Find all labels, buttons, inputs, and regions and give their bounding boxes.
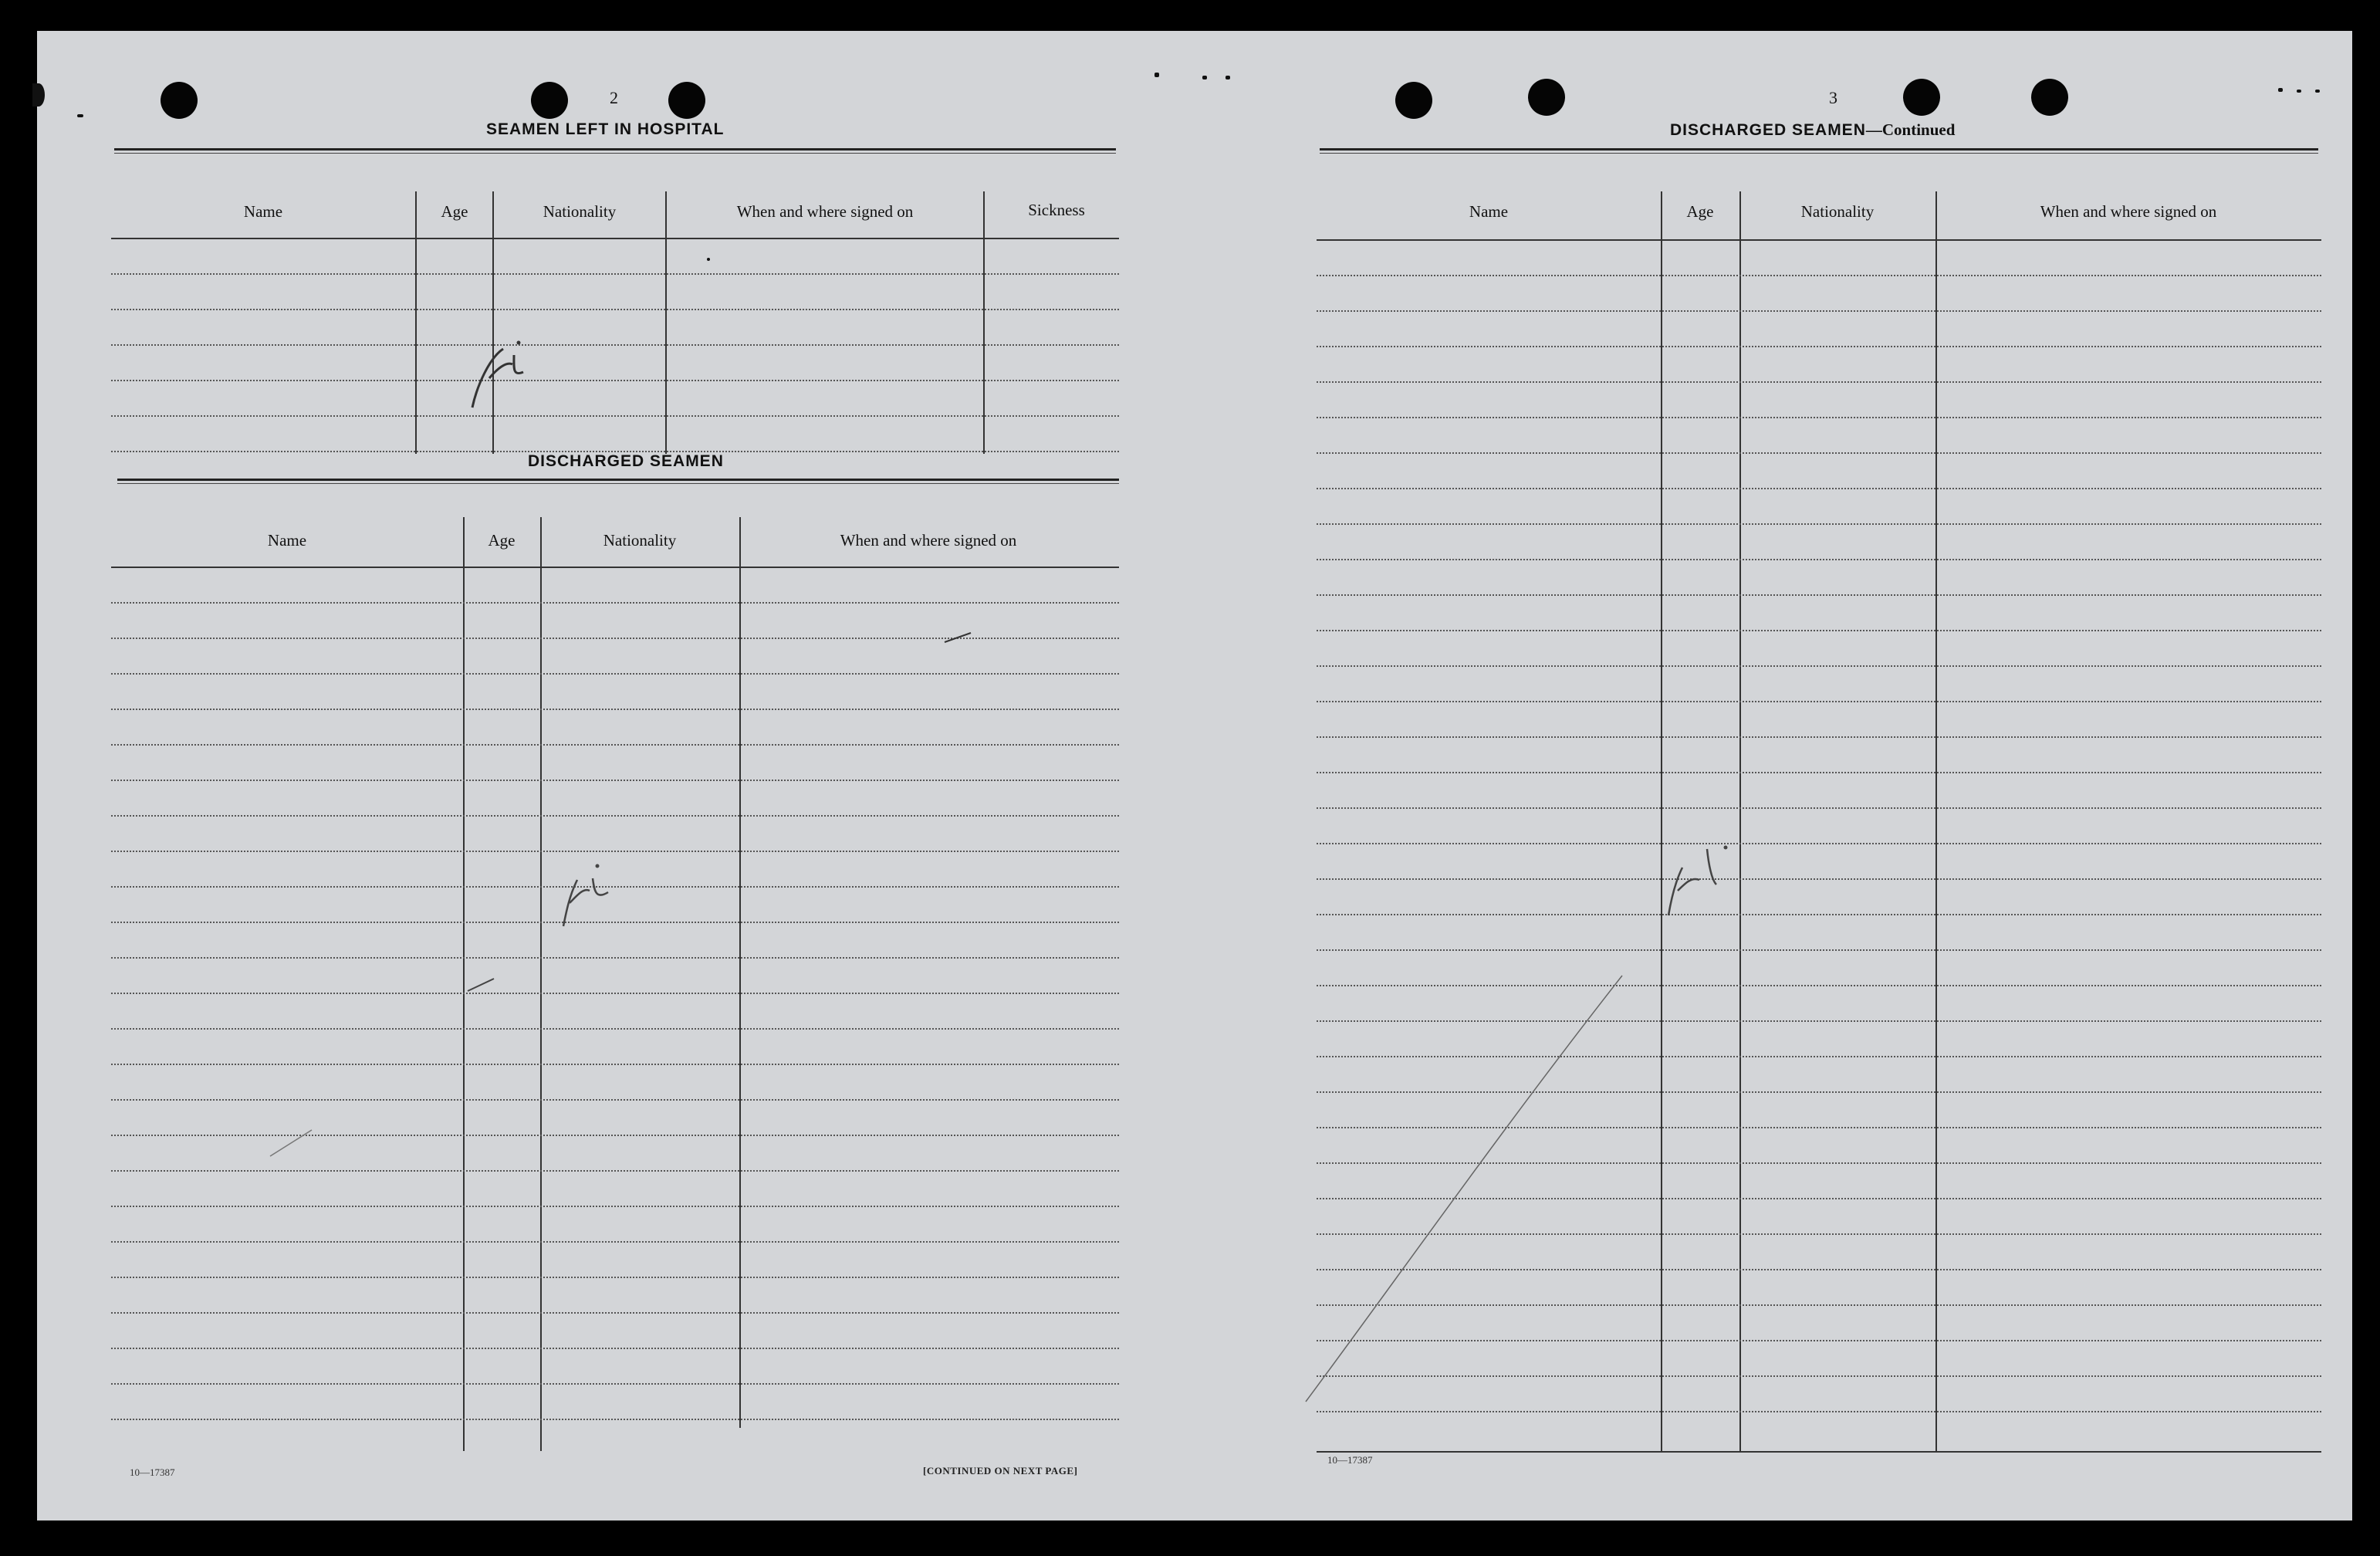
discharged-section-title: DISCHARGED SEAMEN [528, 452, 724, 470]
column-header-name: Name [1469, 202, 1509, 221]
row-rule [1317, 807, 2321, 809]
speck [707, 258, 710, 261]
column-header-age: Age [441, 202, 468, 221]
hospital-section-title: SEAMEN LEFT IN HOSPITAL [486, 120, 725, 138]
column-header-nationality: Nationality [603, 531, 677, 550]
speck [1202, 76, 1207, 79]
title-suffix: —Continued [1865, 120, 1956, 139]
row-rule [1317, 878, 2321, 880]
title-main: DISCHARGED SEAMEN [1670, 121, 1866, 139]
row-rule [1317, 559, 2321, 560]
row-rule [1317, 736, 2321, 738]
row-rule [111, 380, 1119, 381]
column-header-signed-on: When and where signed on [840, 531, 1017, 550]
header-rule [111, 238, 1119, 239]
column-header-name: Name [243, 202, 283, 221]
handwritten-nil-mark [1658, 810, 1750, 918]
row-rule [111, 1206, 1119, 1207]
row-rule [1317, 1411, 2321, 1412]
column-divider [1935, 191, 1937, 1451]
row-rule [111, 815, 1119, 817]
bottom-rule [1317, 1451, 2321, 1453]
discharged-table [111, 486, 1119, 1428]
row-rule [111, 1064, 1119, 1065]
row-rule [111, 1312, 1119, 1314]
row-rule [111, 780, 1119, 781]
handwritten-nil-mark [466, 324, 559, 417]
column-header-sickness: Sickness [1028, 201, 1085, 219]
column-divider [540, 517, 542, 1451]
row-rule [1317, 772, 2321, 773]
row-rule [111, 1241, 1119, 1243]
discharged-continued-title [1670, 120, 1955, 140]
column-divider [415, 191, 417, 454]
row-rule [111, 1099, 1119, 1101]
hospital-table [111, 154, 1119, 455]
speck [1225, 76, 1230, 79]
row-rule [1317, 914, 2321, 915]
row-rule [111, 1135, 1119, 1136]
column-header-name: Name [267, 531, 307, 550]
row-rule [1317, 523, 2321, 525]
pencil-stroke [1303, 972, 1627, 1405]
row-rule [1317, 452, 2321, 454]
column-divider [463, 517, 465, 1451]
column-divider [983, 191, 985, 454]
form-number: 10—17387 [130, 1466, 175, 1478]
document-sheet [37, 31, 2352, 1520]
row-rule [111, 415, 1119, 417]
row-rule [1317, 630, 2321, 631]
row-rule [1317, 594, 2321, 596]
continued-note: [CONTINUED ON NEXT PAGE] [923, 1465, 1078, 1477]
row-rule [1317, 310, 2321, 312]
column-header-nationality: Nationality [543, 202, 617, 221]
row-rule [1317, 275, 2321, 276]
pencil-stroke [466, 976, 497, 994]
row-rule [111, 957, 1119, 959]
row-rule [1317, 381, 2321, 383]
page-number: 2 [610, 88, 618, 107]
row-rule [111, 993, 1119, 994]
row-rule [1317, 843, 2321, 844]
column-header-signed-on: When and where signed on [736, 202, 914, 221]
row-rule [111, 273, 1119, 275]
page-number: 3 [1829, 88, 1837, 107]
row-rule [111, 309, 1119, 310]
column-header-age: Age [488, 531, 516, 550]
form-number: 10—17387 [1327, 1454, 1373, 1466]
row-rule [111, 673, 1119, 675]
header-rule [111, 567, 1119, 568]
row-rule [1317, 701, 2321, 702]
pencil-stroke [943, 630, 974, 645]
title-rule [117, 479, 1119, 484]
row-rule [1317, 949, 2321, 951]
column-header-nationality: Nationality [1800, 202, 1875, 221]
left-page [37, 31, 1164, 1520]
row-rule [111, 1383, 1119, 1385]
column-divider [739, 517, 741, 1428]
row-rule [1317, 346, 2321, 347]
header-rule [1317, 239, 2321, 241]
column-header-signed-on: When and where signed on [2040, 202, 2217, 221]
row-rule [111, 1348, 1119, 1349]
right-page [1241, 31, 2352, 1520]
row-rule [1317, 665, 2321, 667]
row-rule [111, 1170, 1119, 1172]
pencil-stroke [269, 1127, 315, 1158]
handwritten-nil-mark [546, 826, 639, 934]
row-rule [1317, 488, 2321, 489]
column-header-age: Age [1686, 202, 1714, 221]
row-rule [111, 744, 1119, 746]
row-rule [1317, 417, 2321, 418]
row-rule [111, 1419, 1119, 1420]
title-rule [114, 148, 1116, 154]
row-rule [111, 709, 1119, 710]
title-rule [1320, 148, 2318, 154]
row-rule [111, 602, 1119, 604]
row-rule [111, 1277, 1119, 1278]
row-rule [111, 344, 1119, 346]
column-divider [665, 191, 667, 454]
row-rule [111, 1028, 1119, 1030]
